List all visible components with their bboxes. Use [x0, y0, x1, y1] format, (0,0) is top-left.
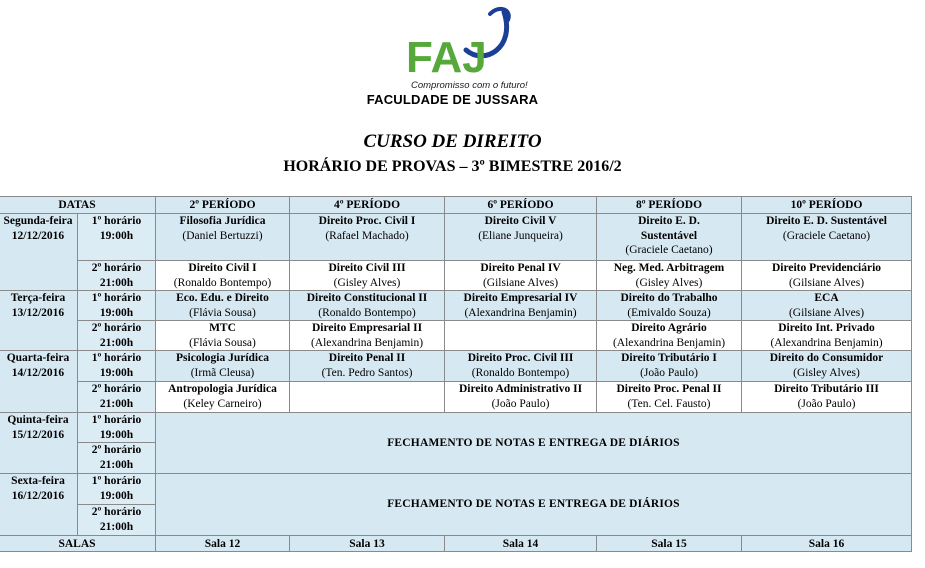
exam-cell — [290, 351, 445, 382]
exam-subject: Direito Agrário — [631, 322, 707, 334]
header-period-6: 6º PERÍODO — [445, 197, 597, 214]
exam-teacher: (Irmã Cleusa) — [190, 366, 255, 379]
exam-cell — [156, 214, 290, 261]
exam-teacher: (Gilsiane Alves) — [482, 276, 559, 289]
exam-subject: Neg. Med. Arbitragem — [613, 262, 725, 274]
exam-cell — [445, 261, 597, 291]
slot-cell — [78, 505, 156, 536]
exam-teacher: (Gisley Alves) — [333, 276, 401, 289]
exam-subject: Direito Empresarial IV — [463, 292, 578, 304]
slot-cell — [78, 214, 156, 261]
exam-schedule-table — [0, 196, 912, 552]
exam-subject: Eco. Edu. e Direito — [176, 292, 269, 304]
exam-subject: Psicologia Jurídica — [176, 352, 269, 364]
exam-teacher: (Gisley Alves) — [635, 276, 703, 289]
exam-subject: Direito Empresarial II — [311, 322, 423, 334]
exam-teacher: (Flávia Sousa) — [189, 306, 256, 319]
exam-cell — [445, 382, 597, 413]
exam-teacher: (Ronaldo Bontempo) — [173, 276, 272, 289]
room-cell: Sala 14 — [445, 536, 597, 552]
table-row — [0, 321, 912, 351]
room-cell: Sala 13 — [290, 536, 445, 552]
slot-label: 1º horário — [91, 352, 142, 364]
exam-subject: Direito E. D. — [638, 215, 700, 227]
exam-cell — [597, 214, 742, 261]
exam-subject: Direito do Consumidor — [769, 352, 884, 364]
exam-cell — [445, 351, 597, 382]
exam-subject: MTC — [209, 322, 236, 334]
course-title: CURSO DE DIREITO — [363, 131, 542, 152]
header-period-10: 10º PERÍODO — [742, 197, 912, 214]
table-row — [0, 382, 912, 413]
slot-cell — [78, 291, 156, 321]
exam-teacher: (Alexandrina Benjamin) — [464, 306, 577, 319]
exam-subject: Direito E. D. Sustentável — [766, 215, 887, 227]
table-row — [0, 261, 912, 291]
exam-subject: Direito Penal IV — [480, 262, 561, 274]
day-name: Terça-feira — [10, 292, 66, 304]
exam-subject: Direito Constitucional II — [306, 292, 428, 304]
table-row — [0, 413, 912, 443]
exam-subject: Antropologia Jurídica — [168, 383, 277, 395]
exam-subject: Direito Administrativo II — [458, 383, 583, 395]
day-date: 13/12/2016 — [11, 306, 65, 319]
exam-cell — [156, 382, 290, 413]
rooms-label: SALAS — [0, 536, 156, 552]
faj-logo — [404, 6, 528, 92]
exam-teacher: (Keley Carneiro) — [183, 397, 262, 410]
exam-teacher: (Alexandrina Benjamin) — [310, 336, 424, 349]
slot-label: 1º horário — [91, 414, 142, 426]
exam-cell — [742, 214, 912, 261]
slot-cell — [78, 382, 156, 413]
slot-cell — [78, 321, 156, 351]
exam-subject: Direito do Trabalho — [620, 292, 718, 304]
room-cell: Sala 16 — [742, 536, 912, 552]
exam-teacher: (Alexandrina Benjamin) — [612, 336, 726, 349]
header-period-4: 4º PERÍODO — [290, 197, 445, 214]
slot-time: 19:00h — [99, 366, 134, 379]
schedule-title: HORÁRIO DE PROVAS – 3º BIMESTRE 2016/2 — [283, 158, 622, 175]
exam-subject: Direito Tributário I — [621, 352, 717, 364]
exam-teacher: (Graciele Caetano) — [625, 244, 713, 256]
table-row — [0, 474, 912, 505]
exam-cell — [445, 214, 597, 261]
slot-label: 2º horário — [91, 262, 142, 274]
logo-tagline: Compromisso com o futuro! — [411, 80, 528, 91]
exam-teacher: (Emivaldo Souza) — [627, 306, 711, 319]
day-name: Quinta-feira — [7, 414, 69, 426]
day-date: 12/12/2016 — [11, 229, 65, 242]
day-name: Sexta-feira — [11, 475, 65, 487]
table-row — [0, 291, 912, 321]
day-date: 14/12/2016 — [11, 366, 65, 379]
header-row — [0, 197, 912, 214]
exam-teacher: (Daniel Bertuzzi) — [182, 229, 263, 242]
table-row — [0, 214, 912, 261]
exam-subject: Direito Civil V — [484, 215, 557, 227]
exam-teacher: (Eliane Junqueira) — [478, 229, 563, 242]
exam-cell — [597, 382, 742, 413]
exam-teacher: (Gilsiane Alves) — [788, 306, 865, 319]
exam-cell — [597, 351, 742, 382]
exam-cell — [290, 291, 445, 321]
slot-cell — [78, 351, 156, 382]
slot-time: 21:00h — [99, 276, 134, 289]
exam-cell — [445, 291, 597, 321]
exam-cell — [290, 214, 445, 261]
day-cell — [0, 291, 78, 351]
faculty-name: FACULDADE DE JUSSARA — [366, 92, 539, 107]
exam-cell — [742, 321, 912, 351]
closing-note: FECHAMENTO DE NOTAS E ENTREGA DE DIÁRIOS — [156, 413, 912, 474]
exam-teacher: (Ronaldo Bontempo) — [318, 306, 416, 319]
slot-time: 21:00h — [99, 520, 134, 533]
exam-subject: Direito Civil III — [328, 262, 406, 274]
day-cell — [0, 214, 78, 291]
exam-cell — [742, 351, 912, 382]
exam-cell — [742, 261, 912, 291]
header-period-2: 2º PERÍODO — [156, 197, 290, 214]
exam-cell — [597, 321, 742, 351]
exam-cell — [597, 291, 742, 321]
slot-time: 19:00h — [99, 489, 134, 502]
exam-subject: Direito Proc. Civil I — [318, 215, 416, 227]
exam-teacher: (João Paulo) — [797, 397, 856, 410]
slot-cell — [78, 474, 156, 505]
slot-time: 19:00h — [99, 428, 134, 441]
exam-teacher: (Ten. Pedro Santos) — [321, 366, 413, 379]
day-cell — [0, 413, 78, 474]
slot-cell — [78, 413, 156, 443]
day-name: Segunda-feira — [3, 215, 73, 227]
table-row — [0, 351, 912, 382]
exam-cell — [156, 291, 290, 321]
exam-cell — [742, 291, 912, 321]
exam-subject: Direito Tributário III — [774, 383, 879, 395]
header-dates: DATAS — [0, 197, 156, 214]
slot-time: 21:00h — [99, 336, 134, 349]
exam-cell — [290, 261, 445, 291]
closing-note: FECHAMENTO DE NOTAS E ENTREGA DE DIÁRIOS — [156, 474, 912, 536]
exam-subject: Direito Proc. Civil III — [467, 352, 574, 364]
day-cell — [0, 351, 78, 413]
day-date: 15/12/2016 — [11, 428, 65, 441]
slot-label: 1º horário — [91, 292, 142, 304]
exam-cell — [156, 261, 290, 291]
slot-label: 1º horário — [91, 475, 142, 487]
exam-cell — [597, 261, 742, 291]
exam-subject-line2: Sustentável — [640, 229, 698, 242]
day-date: 16/12/2016 — [11, 489, 65, 502]
slot-label: 2º horário — [91, 383, 142, 395]
exam-subject: Direito Proc. Penal II — [616, 383, 722, 395]
exam-teacher: (João Paulo) — [640, 366, 698, 379]
slot-cell — [78, 261, 156, 291]
exam-teacher: (Ten. Cel. Fausto) — [627, 397, 711, 410]
exam-teacher: (João Paulo) — [491, 397, 550, 410]
exam-cell — [742, 382, 912, 413]
logo-text: FAJ — [406, 33, 487, 82]
slot-time: 19:00h — [99, 306, 134, 319]
exam-teacher: (Gisley Alves) — [793, 366, 860, 379]
room-cell: Sala 12 — [156, 536, 290, 552]
exam-teacher: (Rafael Machado) — [325, 229, 409, 242]
rooms-row — [0, 536, 912, 552]
slot-label: 2º horário — [91, 322, 142, 334]
day-cell — [0, 474, 78, 536]
slot-label: 2º horário — [91, 506, 142, 518]
exam-teacher: (Graciele Caetano) — [782, 229, 871, 242]
day-name: Quarta-feira — [6, 352, 70, 364]
exam-subject: ECA — [814, 292, 839, 304]
room-cell: Sala 15 — [597, 536, 742, 552]
exam-cell — [156, 351, 290, 382]
exam-cell — [156, 321, 290, 351]
slot-label: 2º horário — [91, 444, 142, 456]
exam-subject: Direito Int. Privado — [778, 322, 875, 334]
exam-teacher: (Flávia Sousa) — [189, 336, 256, 349]
exam-subject: Direito Penal II — [328, 352, 406, 364]
exam-cell-empty — [445, 321, 597, 351]
header-period-8: 8º PERÍODO — [597, 197, 742, 214]
faj-logo-mark — [404, 6, 524, 86]
exam-teacher: (Alexandrina Benjamin) — [770, 336, 883, 349]
exam-cell — [290, 321, 445, 351]
slot-time: 21:00h — [99, 397, 134, 410]
exam-cell-empty — [290, 382, 445, 413]
exam-teacher: (Gilsiane Alves) — [788, 276, 865, 289]
slot-time: 21:00h — [99, 458, 134, 471]
slot-label: 1º horário — [91, 215, 142, 227]
slot-cell — [78, 443, 156, 474]
exam-teacher: (Ronaldo Bontempo) — [471, 366, 570, 379]
exam-subject: Direito Civil I — [188, 262, 257, 274]
slot-time: 19:00h — [99, 229, 134, 242]
exam-subject: Direito Previdenciário — [771, 262, 882, 274]
exam-subject: Filosofia Jurídica — [179, 215, 266, 227]
